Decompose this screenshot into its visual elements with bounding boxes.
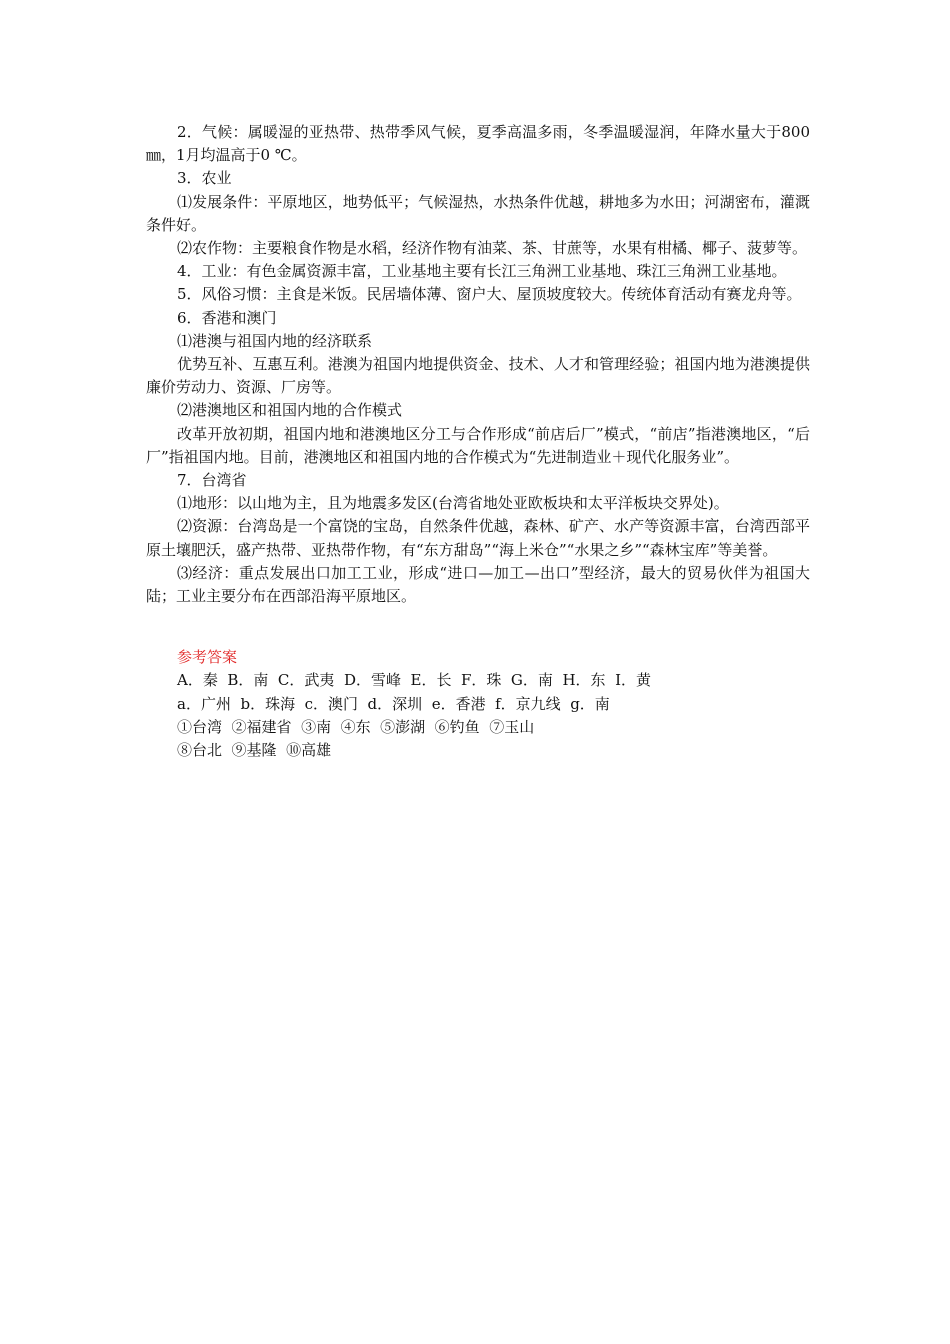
paragraph-taiwan-terrain: ⑴地形：以山地为主，且为地震多发区(台湾省地处亚欧板块和太平洋板块交界处)。	[177, 494, 729, 513]
answer-line-lowercase: a．广州 b．珠海 c．澳门 d．深圳 e．香港 f．京九线 g．南	[177, 694, 610, 713]
paragraph-economic-ties: 优势互补、互惠互利。港澳为祖国内地提供资金、技术、人才和管理经验；祖国内地为港澳提供廉价劳动力、资源、厂房等。	[146, 355, 810, 397]
paragraph-climate: 2．气候：属暖湿的亚热带、热带季风气候，夏季高温多雨，冬季温暖湿润，年降水量大于800 ㎜，1月均温高于0 ℃。	[146, 123, 810, 165]
document-body	[146, 121, 810, 762]
paragraph-crops: ⑵农作物：主要粮食作物是水稻，经济作物有油菜、茶、甘蔗等，水果有柑橘、椰子、菠萝等。	[177, 239, 808, 258]
answers-title: 参考答案	[177, 648, 238, 667]
subheading-cooperation-mode: ⑵港澳地区和祖国内地的合作模式	[177, 401, 403, 420]
paragraph-cooperation-mode: 改革开放初期，祖国内地和港澳地区分工与合作形成“前店后厂”模式，“前店”指港澳地区，“后厂”指祖国内地。目前，港澳地区和祖国内地的合作模式为“先进制造业＋现代化服务业”。	[146, 424, 810, 466]
heading-hongkong-macao: 6．香港和澳门	[177, 308, 277, 327]
paragraph-taiwan-economy: ⑶经济：重点发展出口加工工业，形成“进口—加工—出口”型经济，最大的贸易伙伴为祖国大陆；工业主要分布在西部沿海平原地区。	[146, 563, 810, 606]
answer-line-uppercase: A．秦 B．南 C．武夷 D．雪峰 E．长 F．珠 G．南 H．东 I．黄	[177, 671, 651, 690]
subheading-economic-ties: ⑴港澳与祖国内地的经济联系	[177, 331, 373, 350]
heading-agriculture: 3．农业	[177, 169, 232, 188]
section-spacer	[146, 608, 810, 646]
paragraph-industry: 4．工业：有色金属资源丰富，工业基地主要有长江三角洲工业基地、珠江三角洲工业基地。	[177, 262, 787, 281]
paragraph-customs: 5．风俗习惯：主食是米饭。民居墙体薄、窗户大、屋顶坡度较大。传统体育活动有赛龙舟等。	[177, 285, 802, 304]
paragraph-taiwan-resources: ⑵资源：台湾岛是一个富饶的宝岛，自然条件优越，森林、矿产、水产等资源丰富，台湾西部平原土壤肥沃，盛产热带、亚热带作物，有“东方甜岛”“海上米仓”“水果之乡”“森林宝库”等美誉。	[146, 517, 810, 559]
answer-line-circled-1: ①台湾 ②福建省 ③南 ④东 ⑤澎湖 ⑥钓鱼 ⑦玉山	[177, 717, 535, 736]
heading-taiwan: 7．台湾省	[177, 471, 247, 490]
answer-line-circled-2: ⑧台北 ⑨基隆 ⑩高雄	[177, 741, 332, 760]
paragraph-development-conditions: ⑴发展条件：平原地区，地势低平；气候湿热，水热条件优越，耕地多为水田；河湖密布，灌溉条件好。	[146, 192, 810, 234]
